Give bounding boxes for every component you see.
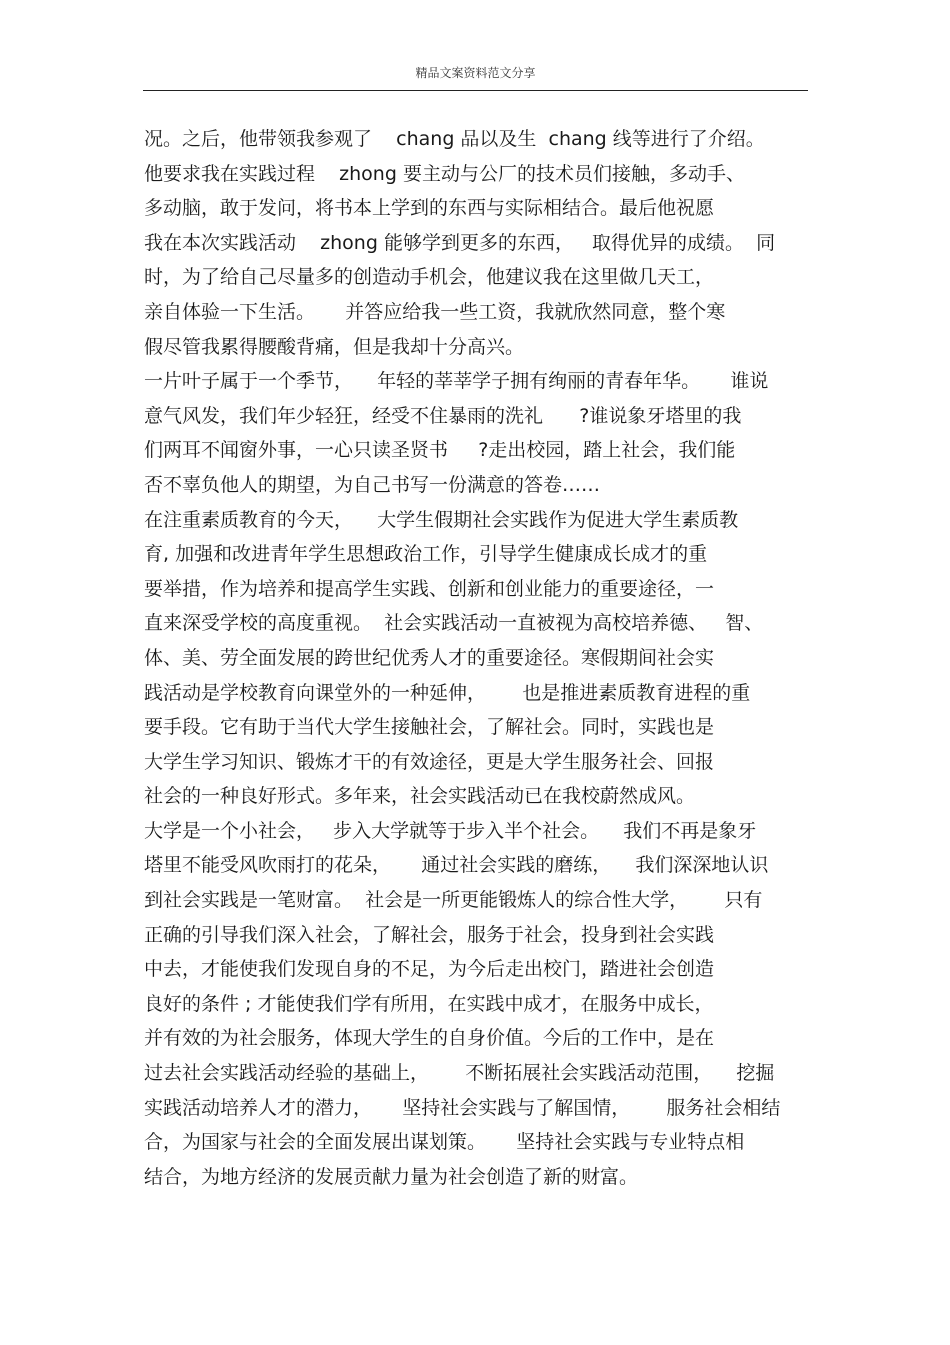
text-line: 一片叶子属于一个季节， 年轻的莘莘学子拥有绚丽的青春年华。 谁说 <box>144 370 769 393</box>
text-line: 结合，为地方经济的发展贡献力量为社会创造了新的财富。 <box>144 1165 639 1188</box>
text-line: 育, 加强和改进青年学生思想政治工作，引导学生健康成长成才的重 <box>144 543 708 566</box>
text-line: 直来深受学校的高度重视。 社会实践活动一直被视为高校培养德、 智、 <box>144 612 764 635</box>
text-line: 时，为了给自己尽量多的创造动手机会，他建议我在这里做几天工， <box>144 266 715 289</box>
text-line: 在注重素质教育的今天， 大学生假期社会实践作为促进大学生素质教 <box>144 508 739 531</box>
text-line: 社会的一种良好形式。多年来，社会实践活动已在我校蔚然成风。 <box>144 785 696 808</box>
text-line: 要手段。它有助于当代大学生接触社会，了解社会。同时，实践也是 <box>144 716 715 739</box>
text-line: 大学生学习知识、锻炼才干的有效途径，更是大学生服务社会、回报 <box>144 750 715 773</box>
text-line: 过去社会实践活动经验的基础上， 不断拓展社会实践活动范围， 挖掘 <box>144 1062 775 1085</box>
text-line: 意气风发，我们年少轻狂，经受不住暴雨的洗礼 ?谁说象牙塔里的我 <box>144 404 742 427</box>
text-line: 体、美、劳全面发展的跨世纪优秀人才的重要途径。寒假期间社会实 <box>144 646 715 669</box>
text-line: 中去，才能使我们发现自身的不足，为今后走出校门，踏进社会创造 <box>144 958 715 981</box>
text-line: 否不辜负他人的期望，为自己书写一份满意的答卷…… <box>144 473 601 496</box>
text-line: 多动脑，敢于发问，将书本上学到的东西与实际相结合。最后他祝愿 <box>144 197 715 220</box>
text-line: 我在本次实践活动 zhong 能够学到更多的东西， 取得优异的成绩。 同 <box>144 231 776 254</box>
text-line: 到社会实践是一笔财富。 社会是一所更能锻炼人的综合性大学， 只有 <box>144 889 763 912</box>
text-line: 实践活动培养人才的潜力， 坚持社会实践与了解国情， 服务社会相结 <box>144 1096 781 1119</box>
text-line: 大学是一个小社会， 步入大学就等于步入半个社会。 我们不再是象牙 <box>144 819 757 842</box>
text-line: 亲自体验一下生活。 并答应给我一些工资，我就欣然同意，整个寒 <box>144 300 726 323</box>
text-line: 塔里不能受风吹雨打的花朵， 通过社会实践的磨练， 我们深深地认识 <box>144 854 769 877</box>
text-line: 践活动是学校教育向课堂外的一种延伸， 也是推进素质教育进程的重 <box>144 681 751 704</box>
text-line: 正确的引导我们深入社会，了解社会，服务于社会，投身到社会实践 <box>144 923 715 946</box>
text-line: 况。之后，他带领我参观了 chang 品以及生 chang 线等进行了介绍。 <box>144 128 765 150</box>
text-line: 们两耳不闻窗外事，一心只读圣贤书 ?走出校园，踏上社会，我们能 <box>144 439 736 462</box>
text-line: 良好的条件 ; 才能使我们学有所用，在实践中成才，在服务中成长， <box>144 992 714 1015</box>
document-body <box>144 122 824 1194</box>
header-title: 精品文案资料范文分享 <box>415 66 536 80</box>
text-line: 假尽管我累得腰酸背痛，但是我却十分高兴。 <box>144 335 525 358</box>
text-line: 要举措，作为培养和提高学生实践、创新和创业能力的重要途径，一 <box>144 577 715 600</box>
text-line: 他要求我在实践过程 zhong 要主动与公厂的技术员们接触，多动手、 <box>144 162 745 185</box>
text-line: 并有效的为社会服务，体现大学生的自身价值。今后的工作中，是在 <box>144 1027 715 1050</box>
text-line: 合，为国家与社会的全面发展出谋划策。 坚持社会实践与专业特点相 <box>144 1131 745 1154</box>
page-header <box>143 64 808 91</box>
